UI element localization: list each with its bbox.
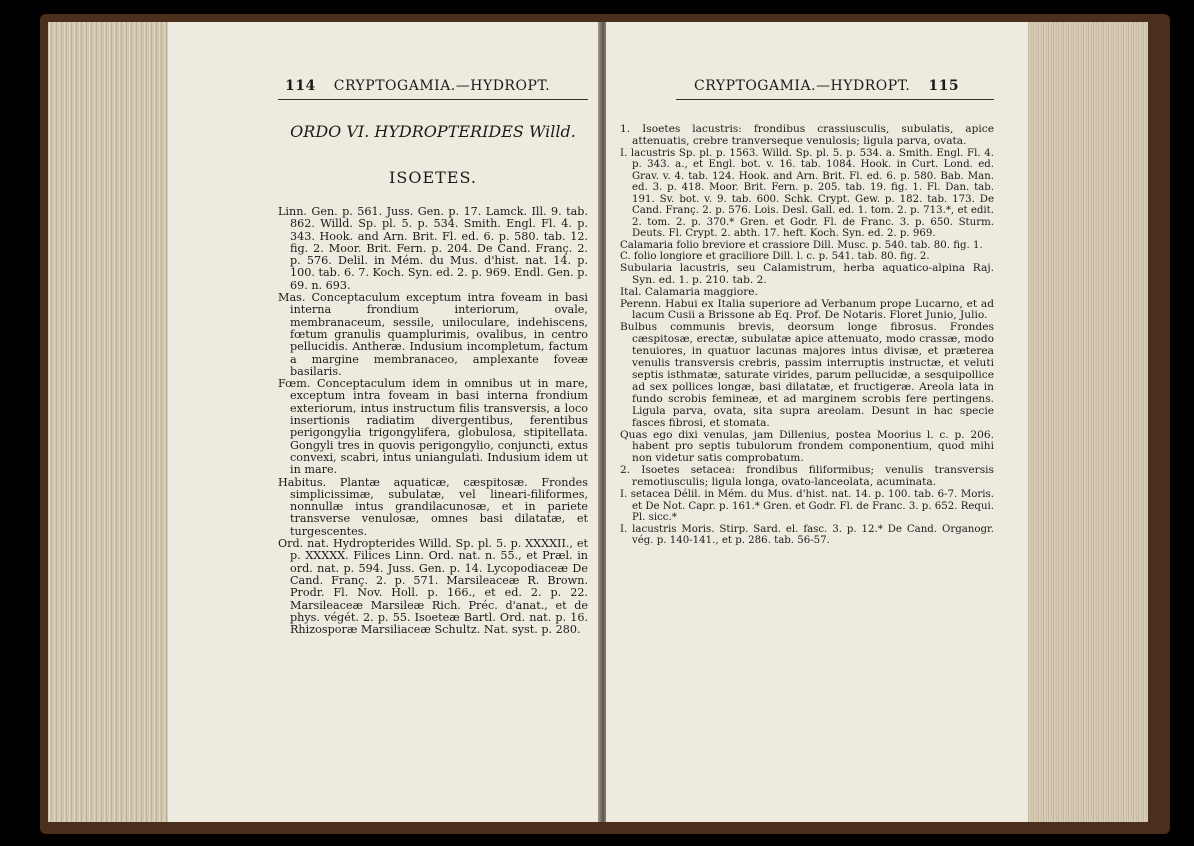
paragraph: Perenn. Habui ex Italia superiore ad Verbanum prope Lucarno, et ad lacum Cusii a Brissone ab Eq. Prof. De Notaris. Floret Junio, Julio. [620,297,994,322]
page-edges-left [48,22,168,822]
paragraph: 1. Isoetes lacustris: frondibus crassiusculis, subulatis, apice attenuatis, crebre tranverseque venulosis; ligula parva, ovata. [620,123,994,147]
paragraph: Habitus. Plantæ aquaticæ, cæspitosæ. Frondes simplicissimæ, subulatæ, vel lineari-filiformes, nonnullæ intus grandilacunosæ, et in pariete transverse venulosæ, omnes basi dilatatæ, et turgescentes. [278,475,588,538]
left-head-rule [278,99,588,100]
page-edges-right [1028,22,1148,822]
paragraph: I. lacustris Sp. pl. p. 1563. Willd. Sp. pl. 5. p. 534. a. Smith. Engl. Fl. 4. p. 343. a., et Engl. bot. v. 16. tab. 1084. Hook. in Curt. Lond. ed. Grav. v. 4. tab. 124. Hook. and Arn. Brit. Fl. ed. 6. p. 580. Bab. Man. ed. 3. p. 418. Moor. Brit. Fern. p. 205. tab. 19. fig. 1. Fl. Dan. tab. 191. Sv. bot. v. 9. tab. 600. Schk. Crypt. Gew. p. 182. tab. 173. De Cand. Franç. 2. p. 576. Lois. Desl. Gall. ed. 1. tom. 2. p. 713.*, et edit. 2. tom. 2. p. 370.* Gren. et Godr. Fl. de Franc. 3. p. 650. Sturm. Deuts. Fl. Crypt. 2. abth. 17. heft. Koch. Syn. ed. 2. p. 969. [620,147,994,240]
left-text-column [278,206,588,636]
right-page-number: 115 [928,78,960,94]
paragraph: Mas. Conceptaculum exceptum intra foveam in basi interna frondium interiorum, ovale, membranaceum, sessile, uniloculare, indehiscens, fœtum granulis quamplurimis, ovalibus, in centro pellucidis. Antheræ. Indusium incompletum, factum a margine membranaceo, amplexante foveæ basilaris. [278,291,588,378]
paragraph: C. folio longiore et graciliore Dill. l. c. p. 541. tab. 80. fig. 2. [620,251,930,263]
left-page-number: 114 [285,78,316,94]
paragraph: Quas ego dixi venulas, jam Dillenius, postea Moorius l. c. p. 206. habent pro septis tubulorum frondem componentium, quod mihi non videtur satis comprobatum. [620,428,994,465]
right-running-title: CRYPTOGAMIA.—HYDROPT. [694,78,911,94]
paragraph: I. setacea Délil. in Mém. du Mus. d'hist. nat. 14. p. 100. tab. 6-7. Moris. et De Not. Capr. p. 161.* Gren. et Godr. Fl. de Franc. 3. p. 652. Requi. Pl. sicc.* [620,489,995,524]
ordo-heading: ORDO VI. HYDROPTERIDES Willd. [290,122,576,141]
left-page [168,22,600,822]
paragraph: 2. Isoetes setacea: frondibus filiformibus; venulis transversis remotiusculis; ligula longa, ovato-lanceolata, acuminata. [620,464,994,489]
paragraph: Fœm. Conceptaculum idem in omnibus ut in mare, exceptum intra foveam in basi interna frondium exteriorum, intus instructum filis transversis, a loco insertionis radiatim divergentibus, ferentibus perigongylia trigongylifera, globulosa, stipitellata. Gongyli tres in quovis perigongylio, conjuncti, extus convexi, scabri, intus uniangulati. Indusium idem ut in mare. [278,377,588,477]
paragraph: Bulbus communis brevis, deorsum longe fibrosus. Frondes cæspitosæ, erectæ, subulatæ apice attenuato, modo crassæ, modo tenuiores, in quatuor lacunas majores intus divisæ, et præterea venulis transversis crebris, passim interruptis instructæ, et veluti septis isthmatæ, saturate virides, parum pellucidæ, a sesquipollice ad sex pollices longæ, basi dilatatæ, et fructigeræ. Areola lata in fundo scrobis femineæ, et ad marginem scrobis fere pertingens. Ligula parva, ovata, sita supra areolam. Desunt in hac specie fasces fibrosi, et stomata. [620,321,994,429]
right-text-column [620,124,994,547]
paragraph: Calamaria folio breviore et crassiore Dill. Musc. p. 540. tab. 80. fig. 1. [620,239,983,251]
right-page [606,22,1028,822]
left-running-head [285,78,550,94]
paragraph: Subularia lacustris, seu Calamistrum, herba aquatico-alpina Raj. Syn. ed. 1. p. 210. tab. 2. [620,261,994,286]
right-running-head [694,78,959,94]
right-head-rule [676,99,994,100]
paragraph: I. lacustris Moris. Stirp. Sard. el. fasc. 3. p. 12.* De Cand. Organogr. vég. p. 140-141., et p. 286. tab. 56-57. [620,523,994,547]
paragraph: Linn. Gen. p. 561. Juss. Gen. p. 17. Lamck. Ill. 9. tab. 862. Willd. Sp. pl. 5. p. 534. Smith. Engl. Fl. 4. p. 343. Hook. and Arn. Brit. Fl. ed. 6. p. 580. tab. 12. fig. 2. Moor. Brit. Fern. p. 204. De Cand. Franç. 2. p. 576. Delil. in Mém. du Mus. d'hist. nat. 14. p. 100. tab. 6. 7. Koch. Syn. ed. 2. p. 969. Endl. Gen. p. 69. n. 693. [278,205,588,292]
paragraph: Ord. nat. Hydropterides Willd. Sp. pl. 5. p. XXXXII., et p. XXXXX. Filices Linn. Ord. nat. n. 55., et Præl. in ord. nat. p. 594. Juss. Gen. p. 14. Lycopodiaceæ De Cand. Franç. 2. p. 571. Marsileaceæ R. Brown. Prodr. Fl. Nov. Holl. p. 166., et ed. 2. p. 22. Marsileaceæ Marsileæ Rich. Préc. d'anat., et de phys. végét. 2. p. 55. Isoeteæ Bartl. Ord. nat. p. 16. Rhizosporæ Marsiliaceæ Schultz. Nat. syst. p. 280. [278,537,588,637]
left-running-title: CRYPTOGAMIA.—HYDROPT. [333,78,551,94]
paragraph: Ital. Calamaria maggiore. [620,285,758,298]
genus-heading: ISOETES. [389,168,477,187]
